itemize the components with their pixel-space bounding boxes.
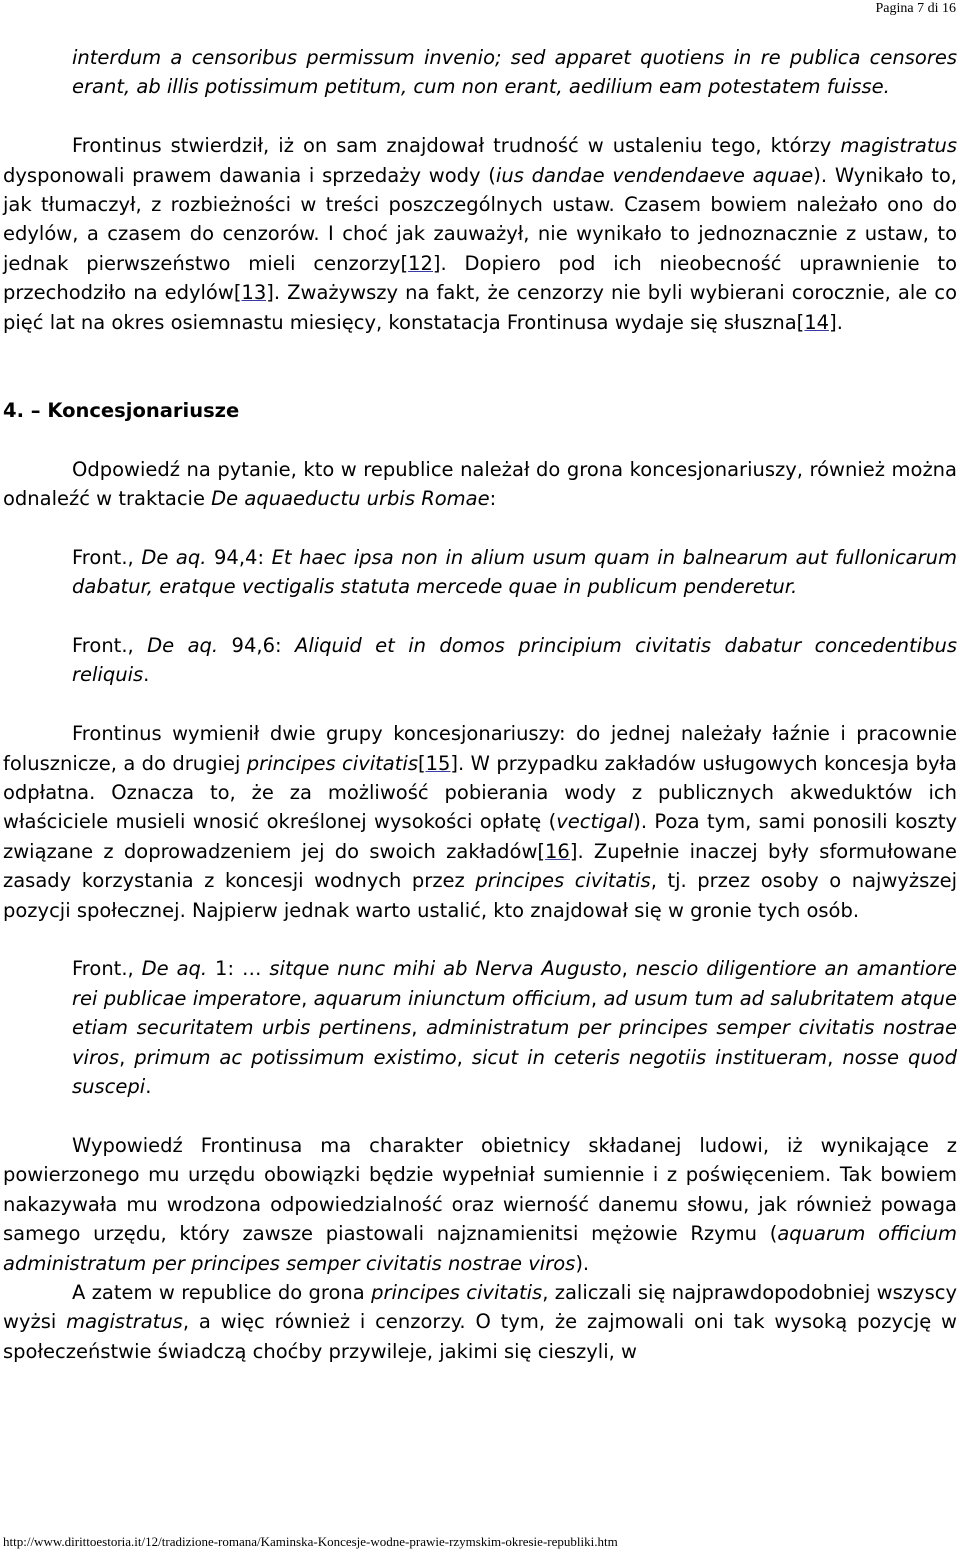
footnote-link-16[interactable]: [16] — [537, 839, 578, 863]
footnote-link-15[interactable]: [15] — [417, 751, 459, 775]
footnote-link-12[interactable]: [12] — [400, 251, 441, 275]
paragraph-concession-groups: Frontinus wymienił dwie grupy koncesjonariuszy: do jednej należały łaźnie i pracownie foluszniсze, a do drugiej principes civitatis[15]. W przypadku zakładów usługowych koncesja była odpłatna. Oznacza to, że za możliwość pobierania wody z publicznych akweduktów ich właściciele musieli wnosić określonej wysokości opłatę (vectigal). Poza tym, sami ponosili koszty związane z doprowadzeniem jej do swoich zakładów[16]. Zupełnie inaczej były sformułowane zasady korzystania z koncesji wodnych przez principes civitatis, tj. przez osoby o najwyższej pozycji społecznej. Najpierw jednak warto ustalić, kto znajdował się w gronie tych osób. — [3, 722, 958, 922]
paragraph-frontinus-magistratus: Frontinus stwierdził, iż on sam znajdował trudność w ustaleniu tego, którzy magistratus dysponowali prawem dawania i sprzedaży wody (ius dandae vendendaeve aquae). Wynikało to, jak tłumaczył, z rozbieżności w treści poszczególnych ustaw. Czasem bowiem należało ono do edylów, a czasem do cenzorów. I choć jak zauważył, nie wynikało to jednoznacznie z ustaw, to jednak pierwszeństwo mieli cenzorzy[12]. Dopiero pod ich nieobecność uprawnienie to przechodziło na edylów[13]. Zważywszy na fakt, że cenzorzy nie byli wybierani corocznie, ale co pięć lat na okres osiemnastu miesięcy, konstatacja Frontinusa wydaje się słuszna[14]. — [3, 134, 958, 334]
page-url-footer: http://www.dirittoestoria.it/12/tradizione-romana/Kaminska-Koncesje-wodne-prawie-rzymskim-okresie-republiki.htm — [3, 1534, 618, 1549]
paragraph-frontinus-promise: Wypowiedź Frontinusa ma charakter obietnicy składanej ludowi, iż wynikające z powierzonego mu urzędu obowiązki będzie wypełniał sumiennie i z poświęceniem. Tak bowiem nakazywała mu wrodzona odpowiedzialność oraz wierność danemu słowu, jak również powaga samego urzędu, który zawsze piastowali najznamienitsi mężowie Rzymu (aquarum officium administratum per principes semper civitatis nostrae viros). — [3, 1133, 957, 1275]
footnote-link-13[interactable]: [13] — [233, 281, 274, 305]
latin-quote-1: Front., De aq. 1: … sitque nunc mihi ab Nerva Augusto, nescio diligentiore an amantiore rei publicae imperatore, aquarum iniunctum officium, ad usum tum ad salubritatem atque etiam securitatem urbis pertinens, administratum per principes semper civitatis nostrae viros, primum ac potissimum existimo, sicut in ceteris negotiis institueram, nosse quod suscepi. — [72, 957, 958, 1099]
latin-quote-94-4: Front., De aq. 94,4: Et haec ipsa non in alium usum quam in balnearum aut fullonicarum dabatur, eratque vectigalis statuta mercede quae in publicum penderetur. — [72, 545, 957, 599]
paragraph-intro-question: Odpowiedź na pytanie, kto w republice należał do grona koncesjonariuszy, również można odnaleźć w traktacie De aquaeductu urbis Romae: — [3, 457, 957, 511]
latin-quote-94-6: Front., De aq. 94,6: Aliquid et in domos principium civitatis dabatur concedentibus reliquis. — [72, 634, 957, 687]
quote-text: interdum a censoribus permissum invenio; sed apparet quotiens in re publica censores erant, ab illis potissimum petitum, cum non erant, aedilium eam potestatem fuisse. — [72, 46, 957, 99]
footnote-link-14[interactable]: [14] — [796, 310, 837, 334]
document-body — [3, 43, 957, 1366]
page-number: Pagina 7 di 16 — [875, 1, 956, 16]
paragraph-principes-civitatis: A zatem w republice do grona principes civitatis, zaliczali się najprawdopodobniej wszyscy wyżsi magistratus, a więc również i cenzorzy. O tym, że zajmowali oni tak wysoką pozycję w społeczeństwie świadczą choćby przywileje, jakimi się cieszyli, w — [3, 1280, 958, 1363]
latin-quote-continuation — [3, 43, 957, 102]
section-heading: 4. – Koncesjonariusze — [3, 398, 240, 422]
